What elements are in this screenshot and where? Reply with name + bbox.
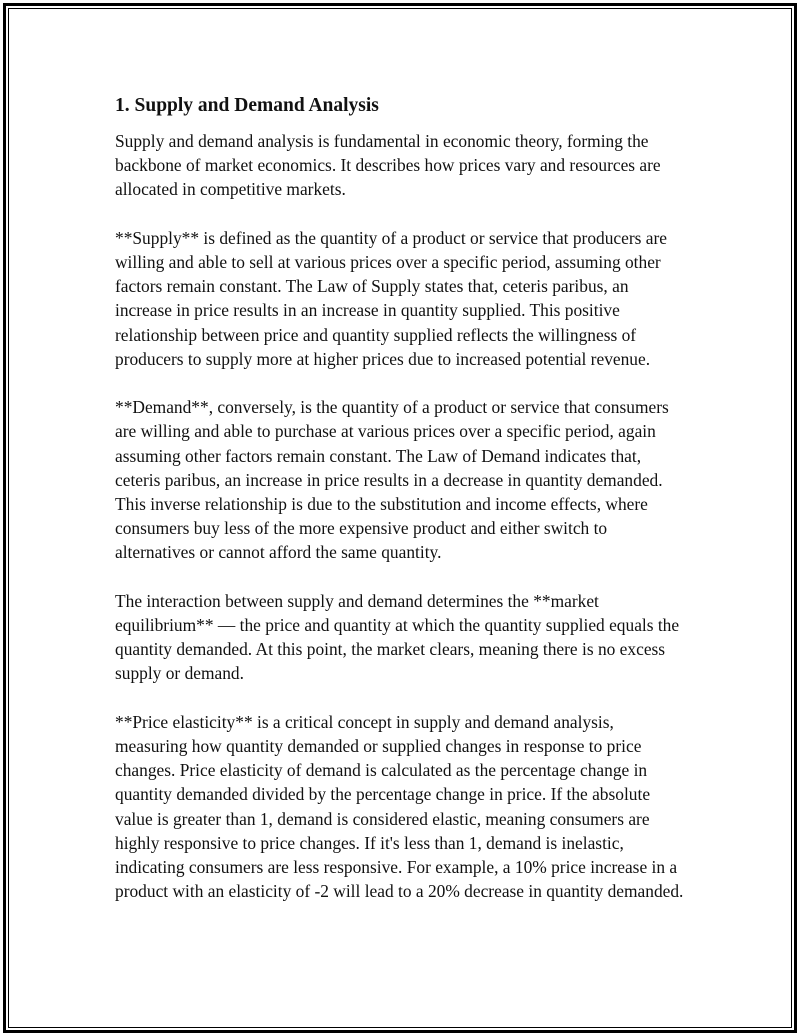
document-body: [115, 93, 687, 928]
section-heading: 1. Supply and Demand Analysis: [115, 95, 379, 116]
paragraph-elasticity: **Price elasticity** is a critical concept in supply and demand analysis, measuring how quantity demanded or supplied changes in response to price changes. Price elasticity of demand is calculated as the percentage change in quantity demanded divided by the percentage change in price. If the absolute value is greater than 1, demand is considered elastic, meaning consumers are highly responsive to price changes. If it's less than 1, demand is inelastic, indicating consumers are less responsive. For example, a 10% price increase in a product with an elasticity of -2 will lead to a 20% decrease in quantity demanded.: [115, 711, 684, 902]
paragraph-equilibrium: The interaction between supply and demand determines the **market equilibrium** — the price and quantity at which the quantity supplied equals the quantity demanded. At this point, the market clears, meaning there is no excess supply or demand.: [115, 590, 680, 684]
paragraph-intro: Supply and demand analysis is fundamental in economic theory, forming the backbone of market economics. It describes how prices vary and resources are allocated in competitive markets.: [115, 131, 661, 200]
paragraph-supply: **Supply** is defined as the quantity of a product or service that producers are willing and able to sell at various prices over a specific period, assuming other factors remain constant. The Law of Supply states that, ceteris paribus, an increase in price results in an increase in quantity supplied. This positive relationship between price and quantity supplied reflects the willingness of producers to supply more at higher prices due to increased potential revenue.: [115, 227, 667, 369]
paragraph-demand: **Demand**, conversely, is the quantity of a product or service that consumers are willing and able to purchase at various prices over a specific period, again assuming other factors remain constant. The Law of Demand indicates that, ceteris paribus, an increase in price results in a decrease in quantity demanded. This inverse relationship is due to the substitution and income effects, where consumers buy less of the more expensive product and either switch to alternatives or cannot afford the same quantity.: [115, 397, 669, 563]
